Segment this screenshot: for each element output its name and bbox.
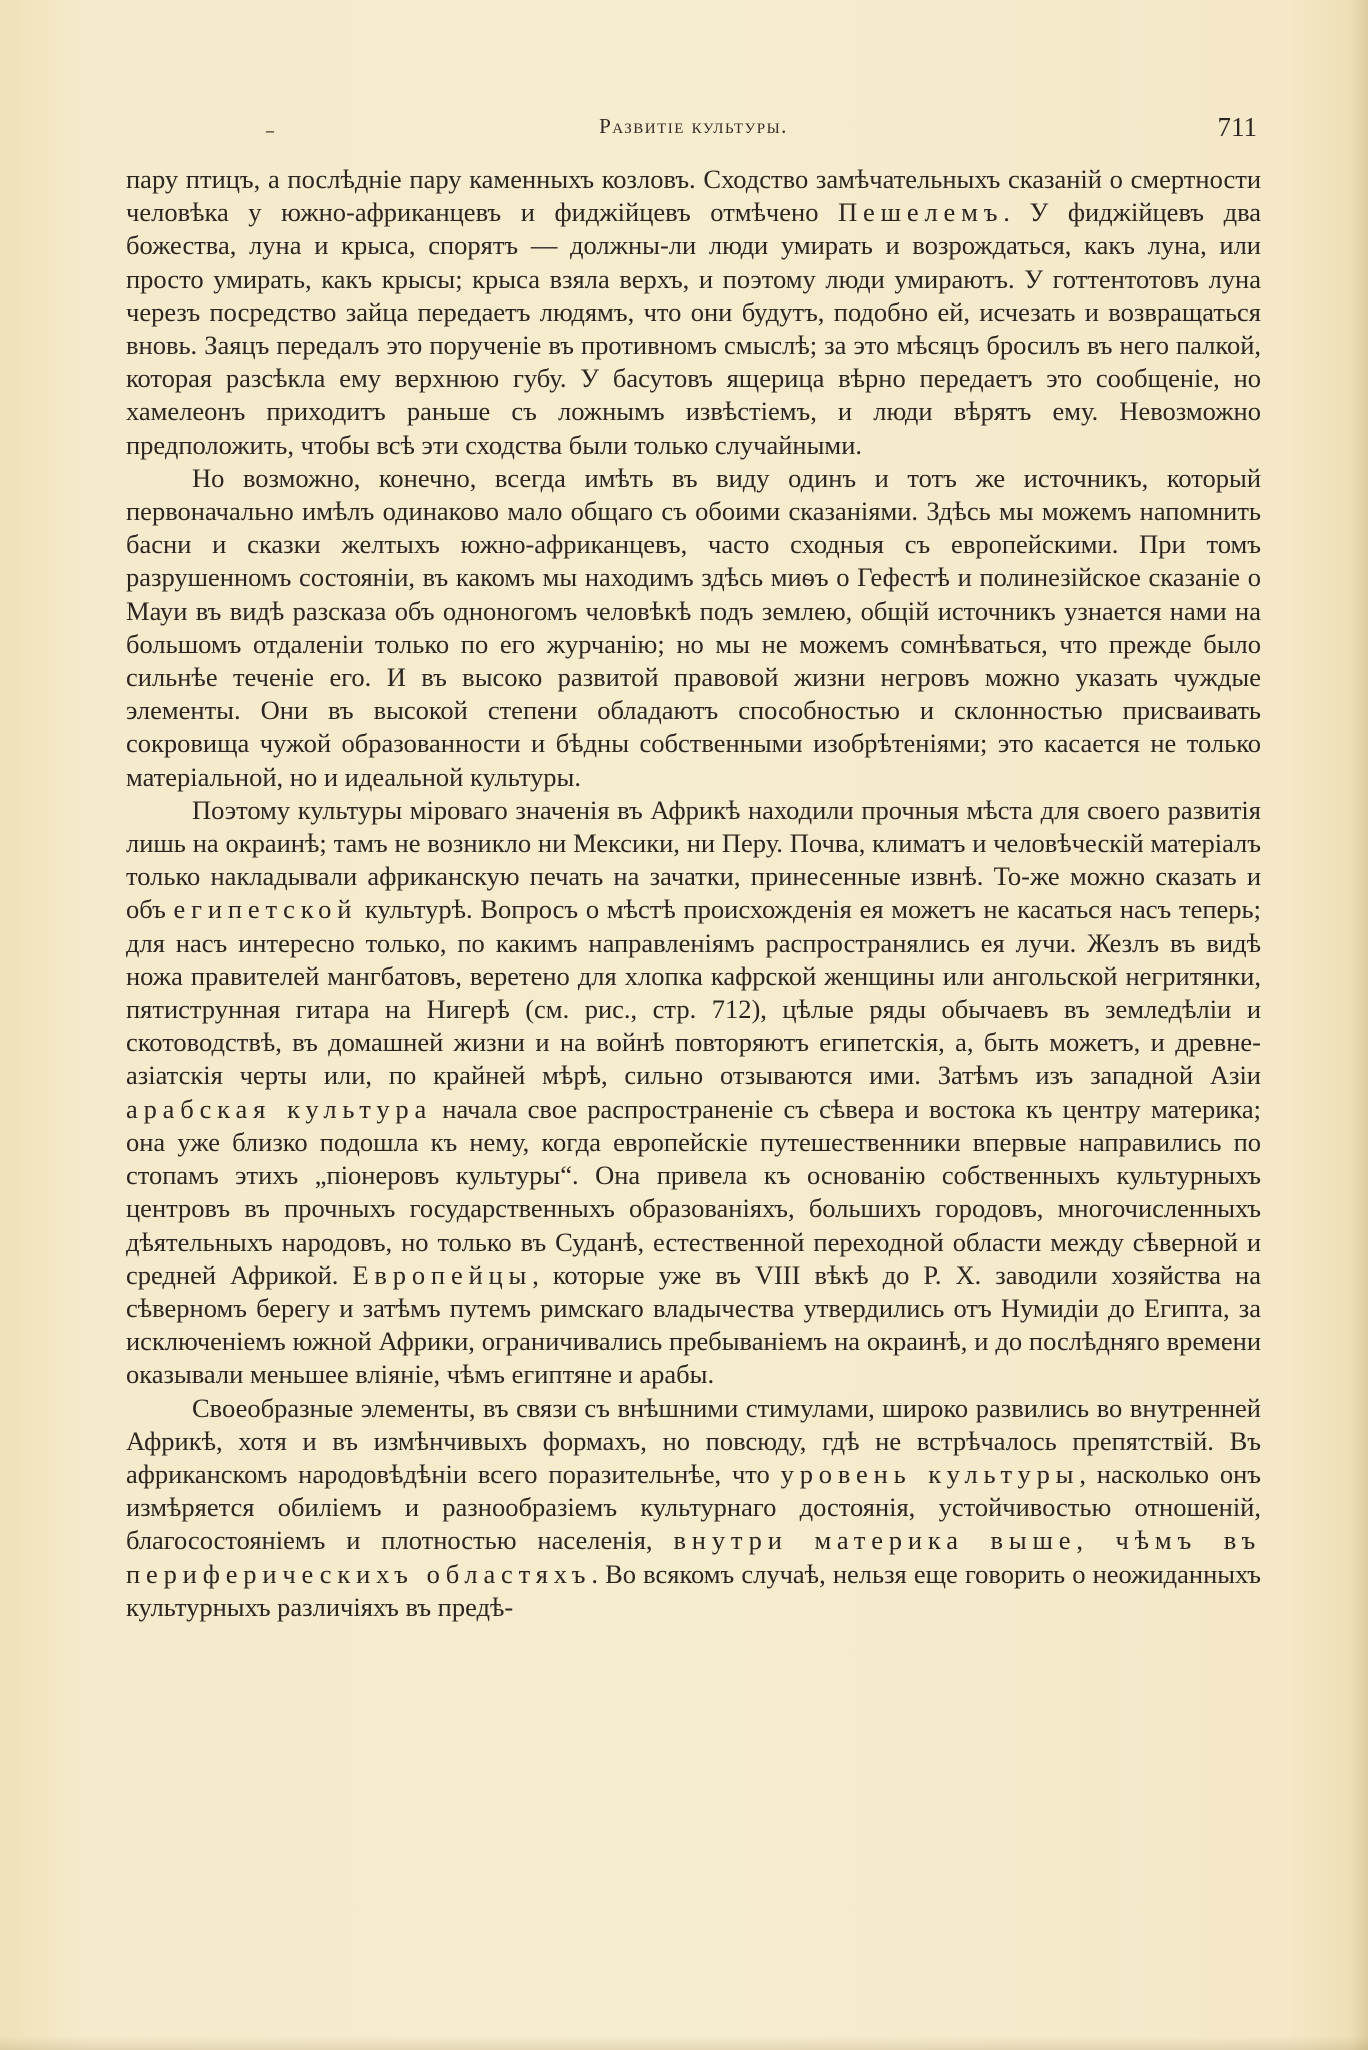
page-header (126, 104, 1261, 144)
running-title: Развитіе культуры. (599, 114, 788, 138)
paragraph (126, 462, 1261, 794)
body-text (126, 163, 1261, 1624)
spaced-emphasis: Пешелемъ (838, 197, 1004, 228)
text-run: . Во всякомъ случаѣ, нельзя еще говорить о неожиданныхъ культурныхъ различіяхъ въ предѣ- (126, 1558, 1261, 1622)
text-run: . У фиджійцевъ два божества, луна и крыса, спорятъ — должны-ли люди умирать и возрождаться, какъ луна, или просто умирать, какъ крысы; крыса взяла верхъ, и поэтому люди умираютъ. У готтентотовъ луна черезъ посредство зайца передаетъ людямъ, что они будутъ, подобно ей, исчезать и возвращаться вновь. Заяцъ передалъ это порученіе въ противномъ смыслѣ; за это мѣсяцъ бросилъ въ него палкой, которая разсѣкла ему верхнюю губу. У басутовъ ящерица вѣрно передаетъ это сообщеніе, но хамелеонъ приходитъ раньше съ ложнымъ извѣстіемъ, и люди вѣрятъ ему. Невозможно предположить, чтобы всѣ эти сходства были только случайными. (126, 197, 1262, 460)
spaced-emphasis: внутри материка выше, чѣмъ въ периферическихъ областяхъ (126, 1525, 1261, 1589)
text-run: , которые уже въ VIII вѣкѣ до Р. Х. заводили хозяйства на сѣверномъ берегу и затѣмъ путемъ римскаго владычества утвердились отъ Нумидіи до Египта, за исключеніемъ южной Африки, ограничивались пребываніемъ на окраинѣ, и до послѣдняго времени оказывали меньшее вліяніе, чѣмъ египтяне и арабы. (126, 1259, 1261, 1390)
header-dash: – (265, 118, 275, 142)
text-run: Своеобразные элементы, въ связи съ внѣшними стимулами, широко развились во внутренней Африкѣ, хотя и въ измѣнчивыхъ формахъ, но повсюду, гдѣ не встрѣчалось препятствій. Въ африканскомъ народовѣдѣніи всего поразительнѣе, что (126, 1392, 1261, 1489)
text-run: , насколько онъ измѣряется обиліемъ и разнообразіемъ культурнаго достоянія, устойчивостью отношеній, благосостояніемъ и плотностью населенія, (126, 1458, 1261, 1556)
text-run: пару птицъ, а послѣдніе пару каменныхъ козловъ. Сходство замѣчательныхъ сказаній о смертности человѣка у южно-африканцевъ и фиджійцевъ отмѣчено (126, 164, 1261, 228)
page-edge-shadow-right (1350, 0, 1368, 2050)
spaced-emphasis: арабская культура (126, 1093, 433, 1124)
paragraph (126, 1392, 1261, 1624)
spaced-emphasis: Европейцы (352, 1259, 533, 1290)
spaced-emphasis: уровень культуры (780, 1458, 1080, 1489)
text-run: Но возможно, конечно, всегда имѣть въ виду одинъ и тотъ же источникъ, который первоначально имѣлъ одинаково мало общаго съ обоими сказаніями. Здѣсь мы можемъ напомнить басни и сказки желтыхъ южно-африканцевъ, часто сходныя съ европейскими. При томъ разрушенномъ состояніи, въ какомъ мы находимъ здѣсь миѳъ о Гефестѣ и полинезійское сказаніе о Мауи въ видѣ разсказа объ одноногомъ человѣкѣ подъ землею, общій источникъ узнается нами на большомъ отдаленіи только по его журчанію; но мы не можемъ сомнѣваться, что прежде было сильнѣе теченіе его. И въ высоко развитой правовой жизни негровъ можно указать чуждые элементы. Они въ высокой степени обладаютъ способностью и склонностью присваивать сокровища чужой образованности и бѣдны собственными изобрѣтеніями; это касается не только матеріальной, но и идеальной культуры. (126, 462, 1261, 792)
paragraph (126, 794, 1261, 1392)
spaced-emphasis: египетской (173, 894, 358, 925)
paragraph (126, 163, 1261, 462)
page-edge-shadow-bottom (0, 2036, 1368, 2050)
page-number: 711 (1217, 112, 1257, 142)
text-run: культурѣ. Вопросъ о мѣстѣ происхожденія ея можетъ не касаться насъ теперь; для насъ интересно только, по какимъ направленіямъ распространялись ея лучи. Жезлъ въ видѣ ножа правителей мангбатовъ, веретено для хлопка кафрской женщины или ангольской негритянки, пятиструнная гитара на Нигерѣ (см. рис., стр. 712), цѣлые ряды обычаевъ въ земледѣліи и скотоводствѣ, въ домашней жизни и на войнѣ повторяютъ египетскія, а, быть можетъ, и древне-азіатскія черты или, по крайней мѣрѣ, сильно отзываются ими. Затѣмъ изъ западной Азіи (126, 894, 1261, 1091)
text-run: Поэтому культуры міроваго значенія въ Африкѣ находили прочныя мѣста для своего развитія лишь на окраинѣ; тамъ не возникло ни Мексики, ни Перу. Почва, климатъ и человѣческій матеріалъ только накладывали африканскую печать на зачатки, принесенные извнѣ. То-же можно сказать и объ (126, 794, 1261, 925)
text-run: начала свое распространеніе съ сѣвера и востока къ центру материка; она уже близко подошла къ нему, когда европейскіе путешественники впервые направились по стопамъ этихъ „піонеровъ культуры“. Она привела къ основанію собственныхъ культурныхъ центровъ въ прочныхъ государственныхъ образованіяхъ, большихъ городовъ, многочисленныхъ дѣятельныхъ народовъ, но только въ Суданѣ, естественной переходной области между сѣверной и средней Африкой. (126, 1093, 1261, 1290)
